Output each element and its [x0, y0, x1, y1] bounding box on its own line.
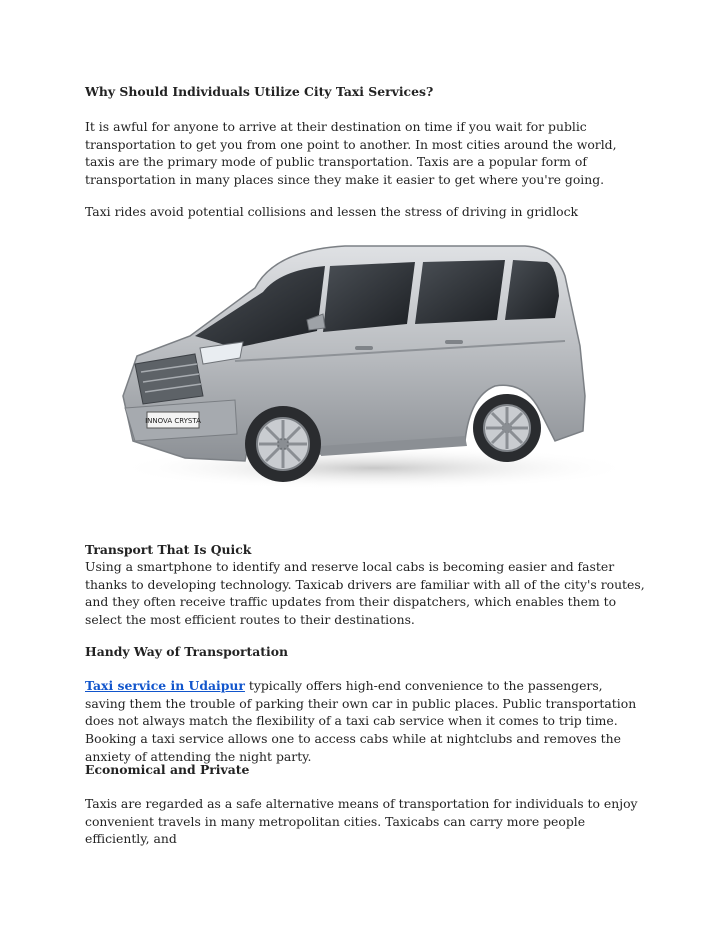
- intro-paragraph: It is awful for anyone to arrive at their destination on time if you wait for public transportation to get you from one point to another. In most cities around the world, taxis are the primary mode of public transportation. Taxis are a popular form of transportation in many places since they make it easier to get where you're going.: [85, 119, 617, 188]
- car-door-handle-front: [355, 346, 373, 350]
- section-economical-heading: Economical and Private: [85, 762, 250, 777]
- section-quick-heading: Transport That Is Quick: [85, 542, 252, 557]
- car-plate-text: INNOVA CRYSTA: [145, 417, 201, 425]
- car-image: [85, 236, 625, 526]
- section-handy-heading: Handy Way of Transportation: [85, 644, 288, 659]
- car-window-middle: [415, 260, 505, 324]
- car-door-handle-rear: [445, 340, 463, 344]
- car-window-front: [323, 262, 415, 332]
- section-handy-paragraph: [85, 677, 645, 766]
- taxi-service-udaipur-link[interactable]: Taxi service in Udaipur: [85, 678, 245, 693]
- main-heading: Why Should Individuals Utilize City Taxi Services?: [85, 84, 434, 99]
- section-quick-body: Using a smartphone to identify and reserve local cabs is becoming easier and faster thanks to developing technology. Taxicab drivers are familiar with all of the city's routes, and they often receive traffic updates from their dispatchers, which enables them to select the most efficient routes to their destinations.: [85, 559, 645, 628]
- section-economical-body: Taxis are regarded as a safe alternative means of transportation for individuals to enjoy convenient travels in many metropolitan cities. Taxicabs can carry more people efficiently, and: [85, 796, 638, 847]
- car-wheel-front: [245, 406, 321, 482]
- taxi-rides-line: Taxi rides avoid potential collisions and lessen the stress of driving in gridlock: [85, 204, 579, 219]
- car-window-rear: [505, 260, 559, 320]
- section-handy-body: typically offers high-end convenience to the passengers, saving them the trouble of parking their own car in public places. Public transportation does not always match the flexibility of a taxi cab service when it comes to trip time. Booking a taxi service allows one to access cabs while at nightclubs and removes the anxiety of attending the night party.: [85, 678, 637, 764]
- car-wheel-rear: [473, 394, 541, 462]
